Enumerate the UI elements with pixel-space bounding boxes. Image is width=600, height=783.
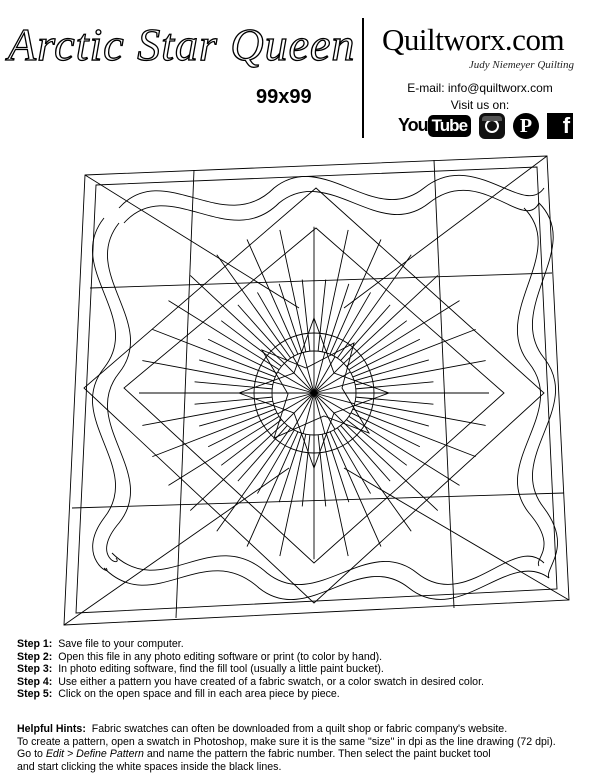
- step-1: Step 1: Save file to your computer.: [17, 638, 184, 650]
- brand-name: Quiltworx.com: [382, 22, 565, 57]
- youtube-icon[interactable]: You Tube: [398, 115, 471, 137]
- hint-line-3: Go to Edit > Define Pattern and name the pattern the fabric number. Then select the paint bucket tool: [17, 748, 491, 761]
- hint-line-2: To create a pattern, open a swatch in Photoshop, make sure it is the same "size" in dpi as the line drawing (72 dpi).: [17, 735, 556, 748]
- helpful-hints: [17, 723, 595, 773]
- visit-us-label: Visit us on:: [450, 98, 510, 112]
- brand-tagline: Judy Niemeyer Quilting: [468, 59, 574, 71]
- instructions: [17, 638, 592, 701]
- pattern-title: Arctic Star Queen: [8, 19, 356, 70]
- facebook-icon[interactable]: f: [547, 113, 573, 139]
- instagram-icon[interactable]: [479, 113, 505, 139]
- step-5: Step 5: Click on the open space and fill in each area piece by piece.: [17, 688, 340, 701]
- pinterest-icon[interactable]: P: [513, 113, 539, 139]
- hint-line-4: and start clicking the white spaces inside the black lines.: [17, 760, 282, 773]
- brand-logo[interactable]: [382, 22, 592, 78]
- step-2: Step 2: Open this file in any photo editing software or print (to color by hand).: [17, 650, 383, 663]
- step-3: Step 3: In photo editing software, find the fill tool (usually a little paint bucket).: [17, 663, 384, 676]
- hint-line-1: Helpful Hints: Fabric swatches can often be downloaded from a quilt shop or fabric company's website.: [17, 723, 508, 735]
- quilt-size: 99x99: [256, 86, 312, 108]
- quilt-line-drawing[interactable]: [44, 148, 588, 632]
- social-links: [398, 112, 573, 140]
- header-divider: [362, 18, 364, 138]
- step-4: Step 4: Use either a pattern you have created of a fabric swatch, or a color swatch in desired color.: [17, 675, 484, 688]
- email-contact[interactable]: E-mail: info@quiltworx.com: [407, 81, 553, 95]
